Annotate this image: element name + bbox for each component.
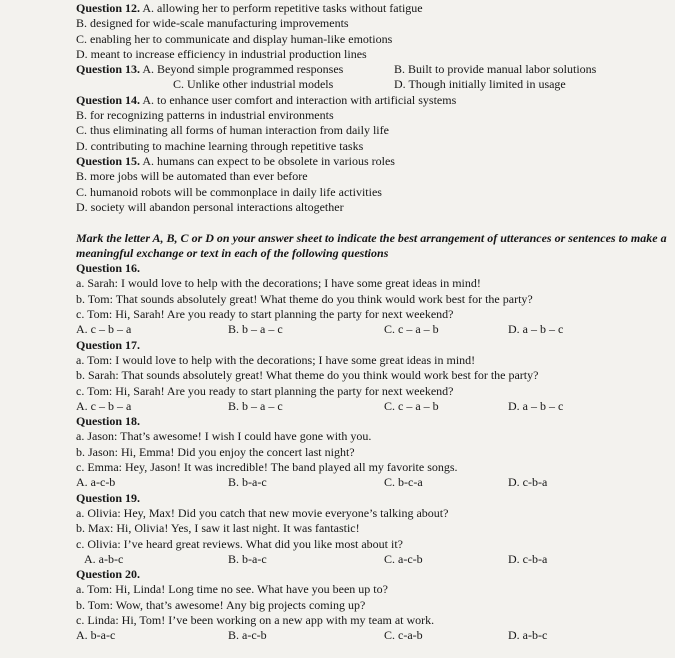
q12-label: Question 12.	[76, 1, 141, 15]
q12-option-d: D. meant to increase efficiency in industrial production lines	[76, 46, 367, 61]
q14-option-b: B. for recognizing patterns in industrial environments	[76, 108, 334, 123]
q19-label: Question 19.	[76, 490, 141, 505]
q18-line-b: b. Jason: Hi, Emma! Did you enjoy the concert last night?	[76, 444, 355, 459]
q17-option-a: A. c – b – a	[76, 398, 132, 413]
q17-label: Question 17.	[76, 337, 141, 352]
q19-line-a: a. Olivia: Hey, Max! Did you catch that new movie everyone’s talking about?	[76, 505, 449, 520]
q17-line-c: c. Tom: Hi, Sarah! Are you ready to start planning the party for next weekend?	[76, 383, 454, 398]
q19-option-c: C. a-c-b	[384, 551, 423, 566]
q17-option-d: D. a – b – c	[508, 398, 564, 413]
q17-options	[0, 399, 675, 414]
q13-row-1	[0, 62, 675, 77]
q16-line-a: a. Sarah: I would love to help with the decorations; I have some great ideas in mind!	[76, 276, 481, 291]
q16-option-a: A. c – b – a	[76, 322, 132, 337]
q17-option-c: C. c – a – b	[384, 398, 439, 413]
q14-option-c: C. thus eliminating all forms of human interaction from daily life	[76, 123, 389, 138]
q20-option-d: D. a-b-c	[508, 628, 548, 643]
q19-line-b: b. Max: Hi, Olivia! Yes, I saw it last night. It was fantastic!	[76, 521, 360, 536]
q12-option-a	[0, 1, 675, 16]
section-instruction: Mark the letter A, B, C or D on your answer sheet to indicate the best arrangement of utterances or sentences to make a meaningful exchange or text in each of the following questions	[76, 231, 667, 261]
q16-option-b: B. b – a – c	[228, 322, 283, 337]
q18-option-a: A. a-c-b	[76, 475, 116, 490]
q15-option-c: C. humanoid robots will be commonplace in daily life activities	[76, 184, 382, 199]
q13-option-d: D. Though initially limited in usage	[394, 77, 566, 92]
q18-line-a: a. Jason: That’s awesome! I wish I could have gone with you.	[76, 429, 372, 444]
q20-options	[0, 628, 675, 643]
q16-option-d: D. a – b – c	[508, 322, 564, 337]
q16-option-c: C. c – a – b	[384, 322, 439, 337]
q19-options	[0, 552, 675, 567]
q16-options	[0, 322, 675, 337]
q18-line-c: c. Emma: Hey, Jason! It was incredible! The band played all my favorite songs.	[76, 460, 458, 475]
q12-option-b: B. designed for wide-scale manufacturing improvements	[76, 16, 349, 31]
q15-option-b: B. more jobs will be automated than ever before	[76, 169, 308, 184]
q14-a-text: A. to enhance user comfort and interaction with artificial systems	[142, 92, 457, 107]
q16-line-b: b. Tom: That sounds absolutely great! What theme do you think would work best for the party?	[76, 291, 533, 306]
q20-option-c: C. c-a-b	[384, 628, 423, 643]
q18-options	[0, 475, 675, 490]
q12-option-c: C. enabling her to communicate and display human-like emotions	[76, 31, 393, 46]
q16-label: Question 16.	[76, 261, 141, 276]
q20-line-c: c. Linda: Hi, Tom! I’ve been working on a new app with my team at work.	[76, 612, 435, 627]
q18-option-d: D. c-b-a	[508, 475, 548, 490]
q20-line-a: a. Tom: Hi, Linda! Long time no see. What have you been up to?	[76, 582, 388, 597]
q15-label: Question 15.	[76, 153, 141, 168]
q14-option-d: D. contributing to machine learning through repetitive tasks	[76, 138, 364, 153]
q20-label: Question 20.	[76, 567, 141, 582]
q14-label: Question 14.	[76, 92, 141, 107]
q15-a-text: A. humans can expect to be obsolete in various roles	[142, 153, 395, 168]
q18-label: Question 18.	[76, 414, 141, 429]
q20-option-a: A. b-a-c	[76, 628, 116, 643]
q20-line-b: b. Tom: Wow, that’s awesome! Any big projects coming up?	[76, 597, 366, 612]
q13-option-a: A. Beyond simple programmed responses	[142, 62, 344, 77]
q19-option-b: B. b-a-c	[228, 551, 267, 566]
q13-option-b: B. Built to provide manual labor solutions	[394, 62, 597, 77]
q16-line-c: c. Tom: Hi, Sarah! Are you ready to start planning the party for next weekend?	[76, 307, 454, 322]
q12-a-text: A. allowing her to perform repetitive tasks without fatigue	[142, 1, 423, 15]
q13-option-c: C. Unlike other industrial models	[173, 77, 334, 92]
q18-option-c: C. b-c-a	[384, 475, 423, 490]
q14-option-a	[0, 93, 675, 108]
q19-option-d: D. c-b-a	[508, 551, 548, 566]
q19-line-c: c. Olivia: I’ve heard great reviews. What did you like most about it?	[76, 536, 404, 551]
q13-row-2	[0, 77, 675, 92]
q17-option-b: B. b – a – c	[228, 398, 283, 413]
q13-label: Question 13.	[76, 62, 141, 77]
q17-line-b: b. Sarah: That sounds absolutely great! What theme do you think would work best for the party?	[76, 368, 539, 383]
q19-option-a: A. a-b-c	[84, 551, 124, 566]
q15-option-a	[0, 154, 675, 169]
q17-line-a: a. Tom: I would love to help with the decorations; I have some great ideas in mind!	[76, 352, 476, 367]
q15-option-d: D. society will abandon personal interactions altogether	[76, 199, 344, 214]
q18-option-b: B. b-a-c	[228, 475, 267, 490]
q20-option-b: B. a-c-b	[228, 628, 267, 643]
section-gap	[0, 215, 675, 231]
